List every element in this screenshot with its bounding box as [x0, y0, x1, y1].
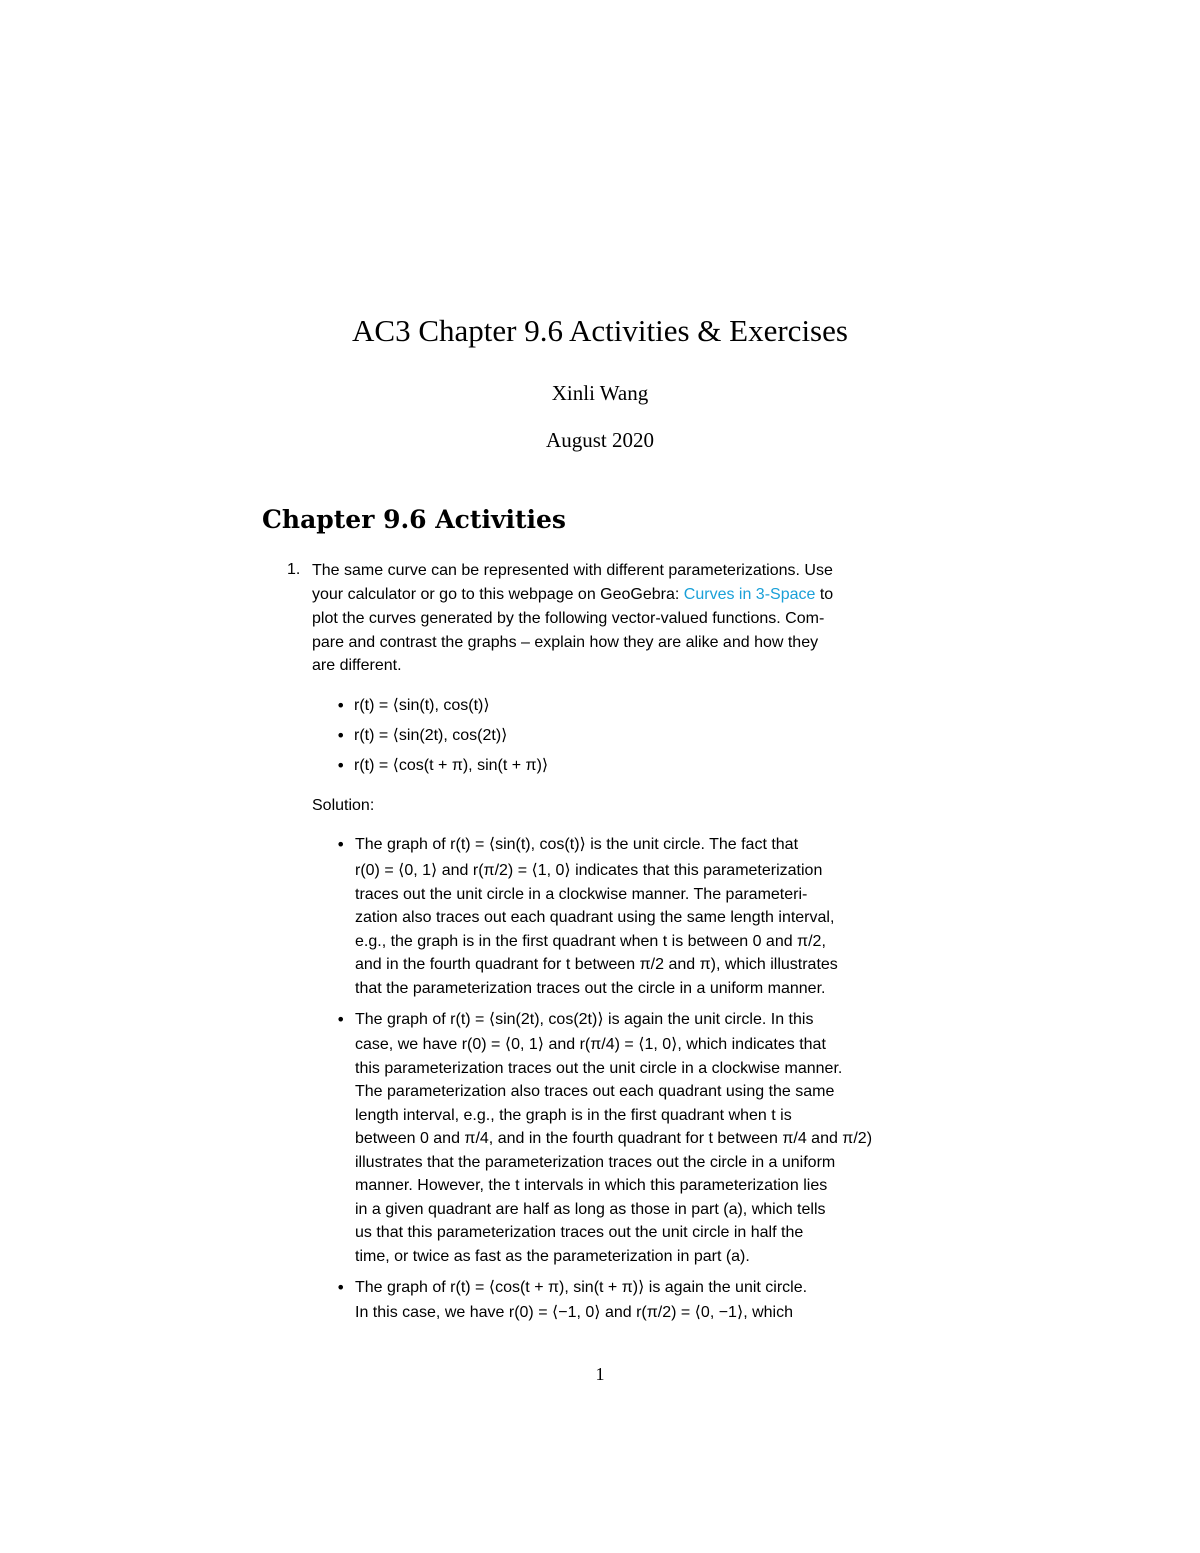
solution-line: between 0 and π/4, and in the fourth quadrant for t between π/4 and π/2) — [355, 1130, 873, 1147]
page-number: 1 — [595, 1364, 605, 1384]
intro-text: your calculator or go to this webpage on GeoGebra: — [312, 586, 680, 603]
solution-line: case, we have r(0) = ⟨0, 1⟩ and r(π/4) = ⟨1, 0⟩, which indicates that — [355, 1036, 826, 1053]
solution-line: The graph of r(t) = ⟨cos(t + π), sin(t + π)⟩ is again the unit circle. — [355, 1279, 808, 1296]
solution-line: in a given quadrant are half as long as those in part (a), which tells — [355, 1201, 826, 1218]
function-item: r(t) = ⟨sin(2t), cos(2t)⟩ — [354, 727, 508, 744]
bullet-icon: • — [336, 696, 346, 715]
solution-line: illustrates that the parameterization traces out the circle in a uniform — [355, 1154, 836, 1171]
solution-line: In this case, we have r(0) = ⟨−1, 0⟩ and r(π/2) = ⟨0, −1⟩, which — [355, 1304, 793, 1321]
intro-line — [312, 585, 833, 605]
document-title: AC3 Chapter 9.6 Activities & Exercises — [352, 313, 848, 348]
function-item: r(t) = ⟨sin(t), cos(t)⟩ — [354, 697, 490, 714]
document-author: Xinli Wang — [551, 381, 649, 405]
document-date: August 2020 — [546, 428, 654, 452]
bullet-icon: • — [336, 1010, 346, 1029]
bullet-icon: • — [336, 756, 346, 775]
solution-line: time, or twice as fast as the parameterization in part (a). — [355, 1248, 750, 1265]
solution-line: us that this parameterization traces out the unit circle in half the — [355, 1224, 804, 1241]
solution-line: zation also traces out each quadrant using the same length interval, — [355, 909, 835, 926]
intro-line: are different. — [312, 657, 402, 674]
solution-line: traces out the unit circle in a clockwise manner. The parameteri- — [355, 886, 808, 903]
function-item: r(t) = ⟨cos(t + π), sin(t + π)⟩ — [354, 757, 549, 774]
solution-line: this parameterization traces out the unit circle in a clockwise manner. — [355, 1060, 843, 1077]
bullet-icon: • — [336, 1278, 346, 1297]
solution-line: The parameterization also traces out each quadrant using the same — [355, 1083, 835, 1100]
section-heading: Chapter 9.6 Activities — [262, 505, 566, 534]
intro-line: The same curve can be represented with different parameterizations. Use — [312, 562, 833, 579]
solution-line: manner. However, the t intervals in which this parameterization lies — [355, 1177, 828, 1194]
intro-line: pare and contrast the graphs – explain how they are alike and how they — [312, 634, 819, 651]
solution-line: length interval, e.g., the graph is in the first quadrant when t is — [355, 1107, 792, 1124]
bullet-icon: • — [336, 835, 346, 854]
intro-line: plot the curves generated by the following vector-valued functions. Com- — [312, 610, 825, 627]
solution-line: and in the fourth quadrant for t between π/2 and π), which illustrates — [355, 956, 838, 973]
solution-line: e.g., the graph is in the first quadrant when t is between 0 and π/2, — [355, 933, 826, 950]
intro-text: to — [819, 586, 834, 603]
solution-label: Solution: — [312, 797, 375, 814]
solution-line: The graph of r(t) = ⟨sin(t), cos(t)⟩ is the unit circle. The fact that — [355, 836, 799, 853]
geogebra-link[interactable]: Curves in 3-Space — [683, 586, 816, 603]
solution-line: that the parameterization traces out the circle in a uniform manner. — [355, 980, 826, 997]
solution-line: The graph of r(t) = ⟨sin(2t), cos(2t)⟩ is again the unit circle. In this — [355, 1011, 814, 1028]
solution-line: r(0) = ⟨0, 1⟩ and r(π/2) = ⟨1, 0⟩ indicates that this parameterization — [355, 862, 823, 879]
bullet-icon: • — [336, 726, 346, 745]
item-number: 1. — [287, 561, 301, 578]
